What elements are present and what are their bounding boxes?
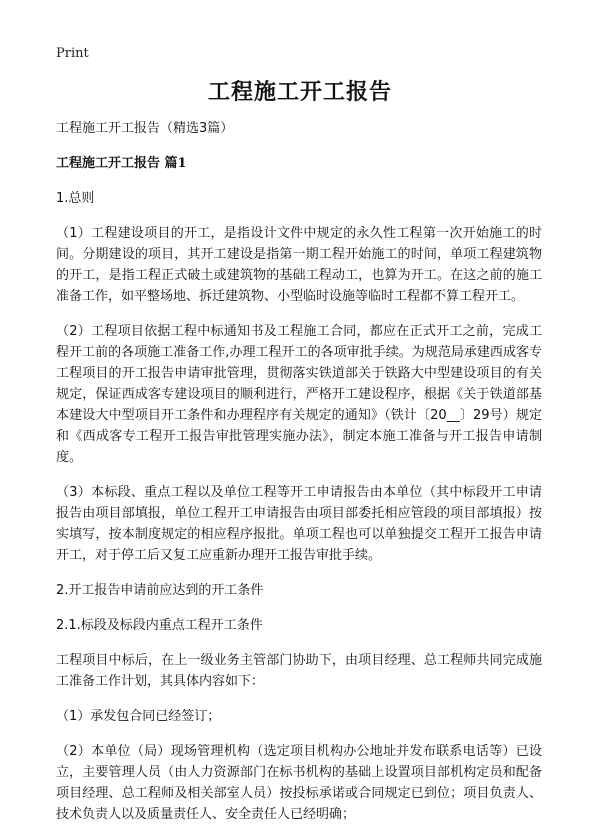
paragraph-intro: 工程项目中标后，在上一级业务主管部门协助下，由项目经理、总工程师共同完成施工准备工作计划，其具体内容如下： [56,653,542,689]
paragraph-subsection-heading: 2.1.标段及标段内重点工程开工条件 [56,618,263,633]
document-title: 工程施工开工报告 [207,80,392,105]
print-link[interactable]: Print [56,46,89,61]
paragraph-item-1: （1）工程建设项目的开工，是指设计文件中规定的永久性工程第一次开始施工的时间。分期建设的项目，其开工建设是指第一期工程开始施工的时间，单项工程建筑物的开工，是指工程正式破土或建筑物的基础工程动工，也算为开工。在这之前的施工准备工作，如平整场地、拆迁建筑物、小型临时设施等临时工程都不算工程开工。 [56,226,542,304]
paragraph-general-heading: 1.总则 [56,191,95,206]
paragraph-condition-2: （2）本单位（局）现场管理机构（选定项目机构办公地址并发布联系电话等）已设立，主要管理人员（由人力资源部门在标书机构的基础上设置项目部机构定员和配备项目经理、总工程师及相关部室人员）按投标承诺或合同规定已到位；项目负责人、技术负责人以及质量责任人、安全责任人已经明确； [56,744,542,822]
section-heading: 工程施工开工报告 篇1 [56,156,187,171]
paragraph-item-3: （3）本标段、重点工程以及单位工程等开工申请报告由本单位（其中标段开工申请报告由项目部填报，单位工程开工申请报告由项目部委托相应管段的项目部填报）按实填写，按本制度规定的相应程序报批。单项工程也可以单独提交工程开工报告申请开工，对于停工后又复工应重新办理开工报告审批手续。 [56,485,542,563]
document-subtitle: 工程施工开工报告（精选3篇） [56,121,234,136]
paragraph-condition-1: （1）承发包合同已经签订； [56,709,221,724]
paragraph-item-2: （2）工程项目依据工程中标通知书及工程施工合同，都应在正式开工之前，完成工程开工前的各项施工准备工作,办理工程开工的各项审批手续。为规范局承建西成客专工程项目的开工报告申请审批管理，贯彻落实铁道部关于铁路大中型建设项目的有关规定，保证西成客专建设项目的顺利进行，严格开工建设程序，根据《关于铁道部基本建设大中型项目开工条件和办理程序有关规定的通知》（铁计〔20__〕29号）规定和《西成客专工程开工报告审批管理实施办法》，制定本施工准备与开工报告申请制度。 [56,324,542,465]
document-body [56,118,542,839]
paragraph-conditions-heading: 2.开工报告申请前应达到的开工条件 [56,583,264,598]
